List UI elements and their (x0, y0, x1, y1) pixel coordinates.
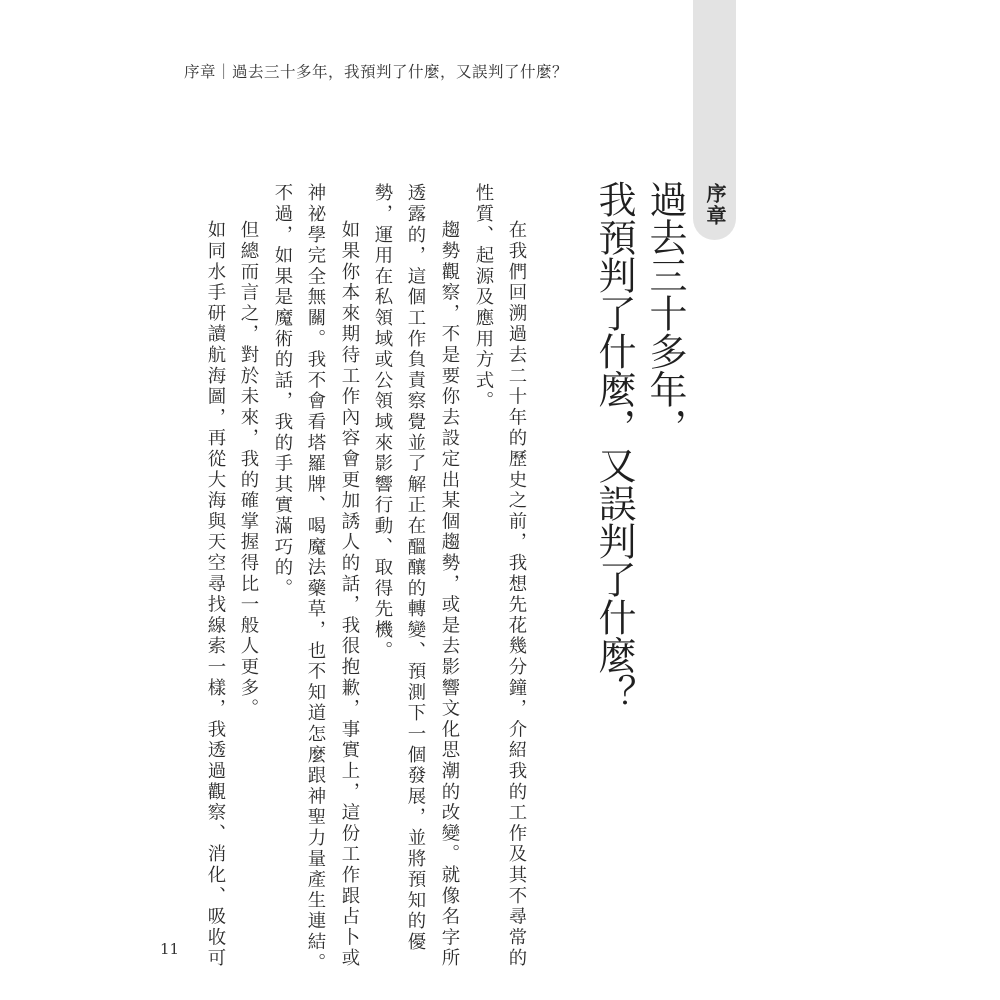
body-column-8: 不過，如果是魔術的話，我的手其實滿巧的。 (272, 183, 293, 599)
body-column-1: 在我們回溯過去二十年的歷史之前，我想先花幾分鐘，介紹我的工作及其不尋常的 (506, 220, 527, 969)
body-column-9: 但總而言之，對於未來，我的確掌握得比一般人更多。 (238, 220, 259, 720)
running-head: 序章｜過去三十多年，我預判了什麼，又誤判了什麼？ (184, 63, 569, 81)
body-column-4: 透露的，這個工作負責察覺並了解正在醞釀的轉變、預測下一個發展，並將預知的優 (405, 183, 426, 953)
page-number: 11 (160, 940, 180, 958)
body-column-3: 趨勢觀察，不是要你去設定出某個趨勢，或是去影響文化思潮的改變。就像名字所 (439, 220, 460, 969)
body-column-2: 性質、起源及應用方式。 (473, 183, 494, 412)
chapter-tab-label: 序章 (703, 183, 727, 227)
body-column-5: 勢，運用在私領域或公領域來影響行動、取得先機。 (372, 183, 393, 662)
body-column-7: 神祕學完全無關。我不會看塔羅牌、喝魔法藥草，也不知道怎麼跟神聖力量產生連結。 (305, 183, 326, 974)
chapter-title-line-2: 我預判了什麼，又誤判了什麼？ (592, 180, 636, 712)
chapter-tab (693, 0, 736, 240)
body-column-10: 如同水手研讀航海圖，再從大海與天空尋找線索一樣，我透過觀察、消化、吸收可 (205, 220, 226, 969)
chapter-title-line-1: 過去三十多年， (643, 180, 687, 446)
body-column-6: 如果你本來期待工作內容會更加誘人的話，我很抱歉，事實上，這份工作跟占卜或 (339, 220, 360, 969)
